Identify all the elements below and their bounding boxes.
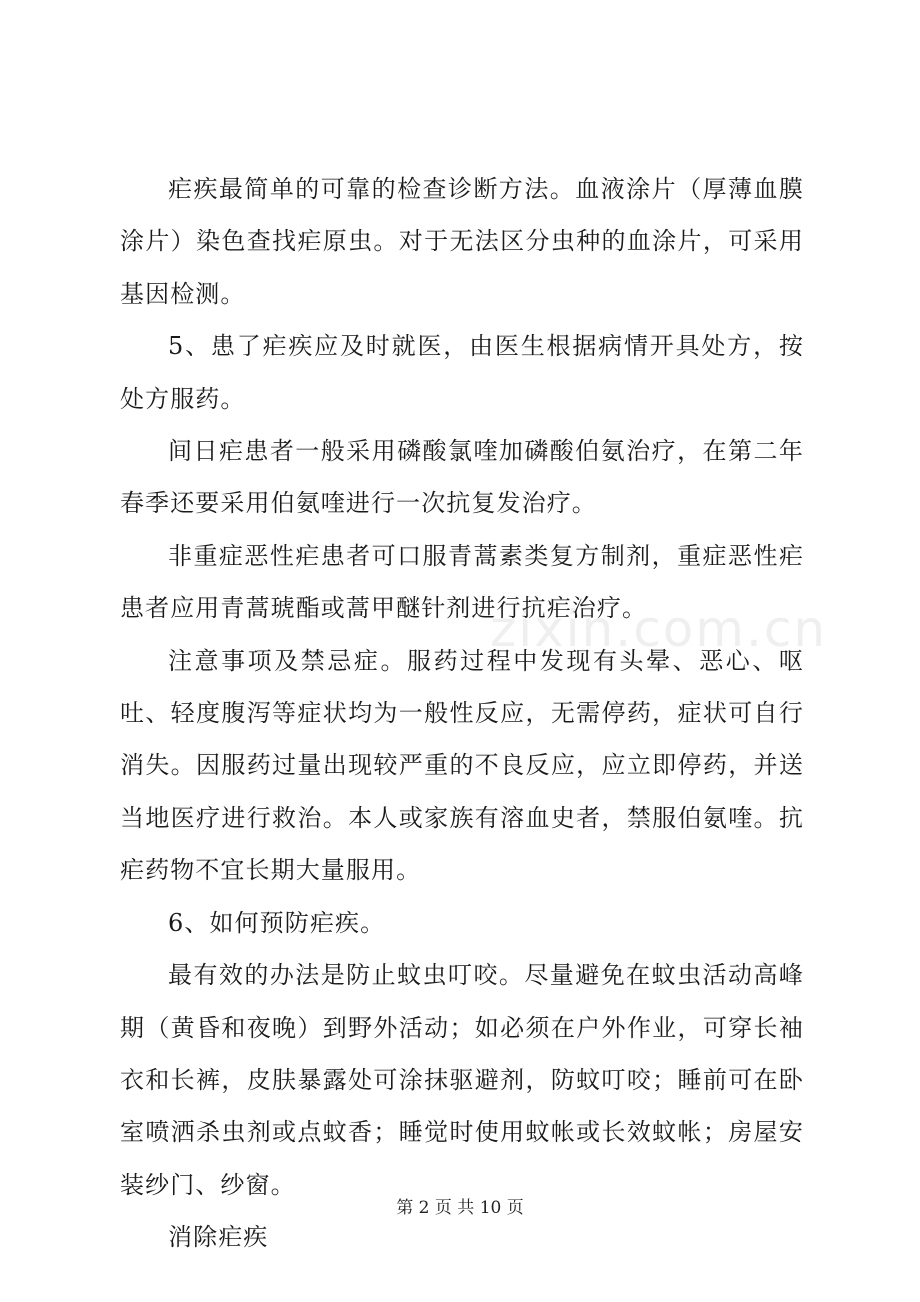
paragraph-prevention-methods: 最有效的办法是防止蚊虫叮咬。尽量避免在蚊虫活动高峰期（黄昏和夜晚）到野外活动；如必须在户外作业，可穿长袖衣和长裤，皮肤暴露处可涂抹驱避剂，防蚊叮咬；睡前可在卧室喷洒杀虫剂或点蚊香；睡觉时使用蚊帐或长效蚊帐；房屋安装纱门、纱窗。 <box>120 961 804 1199</box>
paragraph-precautions: 注意事项及禁忌症。服药过程中发现有头晕、恶心、呕吐、轻度腹泻等症状均为一般性反应，无需停药，症状可自行消失。因服药过量出现较严重的不良反应，应立即停药，并送当地医疗进行救治。本人或家族有溶血史者，禁服伯氨喹。抗疟药物不宜长期大量服用。 <box>120 646 804 885</box>
page-footer: 第 2 页 共 10 页 <box>396 1198 524 1218</box>
watermark: zixin.com.cn <box>490 600 828 658</box>
paragraph-diagnosis: 疟疾最简单的可靠的检查诊断方法。血液涂片（厚薄血膜涂片）染色查找疟原虫。对于无法区分虫种的血涂片，可采用基因检测。 <box>120 175 804 308</box>
paragraph-seek-treatment: 5、患了疟疾应及时就医，由医生根据病情开具处方，按处方服药。 <box>120 332 804 413</box>
paragraph-eliminate-malaria: 消除疟疾 <box>168 1223 269 1252</box>
document-body <box>120 163 804 1264</box>
paragraph-prevention-heading: 6、如何预防疟疾。 <box>168 908 386 937</box>
paragraph-vivax-treatment: 间日疟患者一般采用磷酸氯喹加磷酸伯氨治疗，在第二年春季还要采用伯氨喹进行一次抗复发治疗。 <box>120 437 804 518</box>
paragraph-falciparum-treatment: 非重症恶性疟患者可口服青蒿素类复方制剂，重症恶性疟患者应用青蒿琥酯或蒿甲醚针剂进行抗疟治疗。 <box>120 541 804 623</box>
